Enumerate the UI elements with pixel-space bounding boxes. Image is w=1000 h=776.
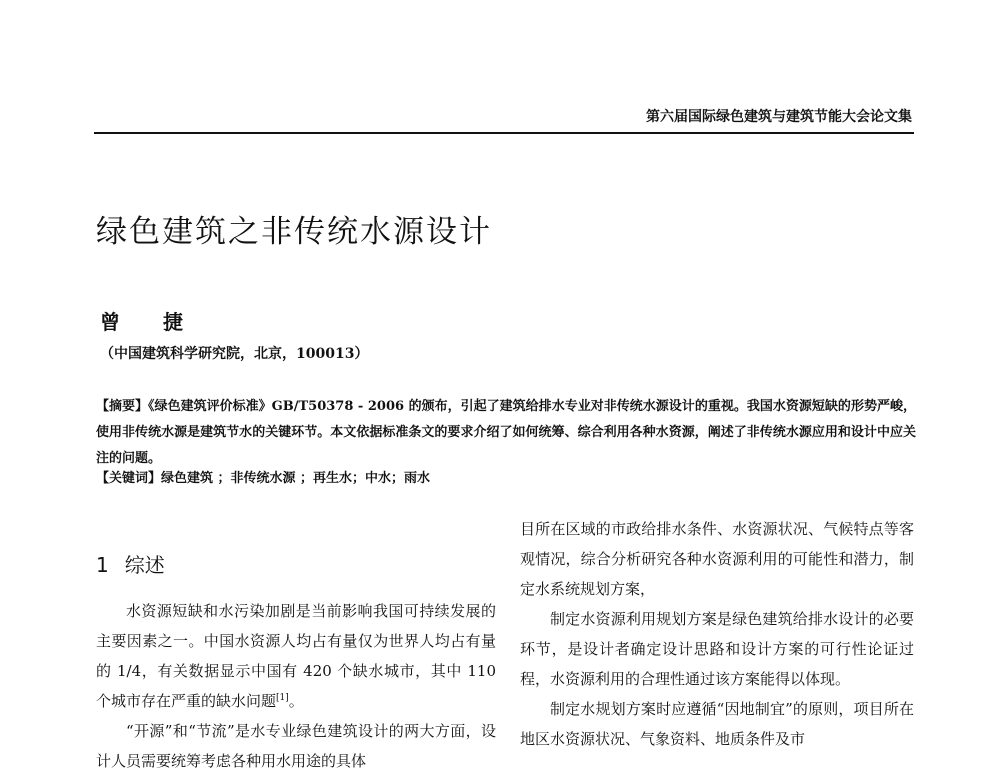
author-affiliation: （中国建筑科学研究院，北京，100013） xyxy=(100,346,369,362)
left-column xyxy=(96,596,496,776)
paper-title: 绿色建筑之非传统水源设计 xyxy=(96,214,492,250)
paragraph: 制定水规划方案时应遵循“因地制宜”的原则，项目所在地区水资源状况、气象资料、地质条件及市 xyxy=(520,700,914,748)
author-name: 曾 捷 xyxy=(100,310,201,334)
paragraph-end: 。 xyxy=(288,692,304,710)
running-header: 第六届国际绿色建筑与建筑节能大会论文集 xyxy=(646,109,912,125)
right-column xyxy=(520,514,914,754)
paragraph: “开源”和“节流”是水专业绿色建筑设计的两大方面，设计人员需要统筹考虑各种用水用途的具体 xyxy=(96,722,496,770)
keywords: 【关键词】绿色建筑 ；非传统水源 ；再生水；中水；雨水 xyxy=(96,471,431,486)
section-heading xyxy=(96,549,165,578)
paragraph: 制定水资源利用规划方案是绿色建筑给排水设计的必要环节，是设计者确定设计思路和设计方案的可行性论证过程，水资源利用的合理性通过该方案能得以体现。 xyxy=(520,610,914,688)
header-rule xyxy=(94,132,914,134)
paragraph: 目所在区域的市政给排水条件、水资源状况、气候特点等客观情况，综合分析研究各种水资源利用的可能性和潜力，制定水系统规划方案， xyxy=(520,520,914,598)
paragraph xyxy=(96,596,496,716)
citation-ref: [1] xyxy=(276,693,289,703)
paragraph-text: 水资源短缺和水污染加剧是当前影响我国可持续发展的主要因素之一。中国水资源人均占有量仅为世界人均占有量的 1/4，有关数据显示中国有 420 个缺水城市，其中 110 个城市存在严重的缺水问题 xyxy=(96,602,496,710)
section-number: 1 xyxy=(96,553,109,577)
abstract: 【摘要】《绿色建筑评价标准》GB/T50378 - 2006 的颁布，引起了建筑给排水专业对非传统水源设计的重视。我国水资源短缺的形势严峻，使用非传统水源是建筑节水的关键环节。本文依据标准条文的要求介绍了如何统筹、综合利用各种水资源，阐述了非传统水源应用和设计中应关注的问题。 xyxy=(96,399,916,466)
section-title: 综述 xyxy=(124,553,165,577)
